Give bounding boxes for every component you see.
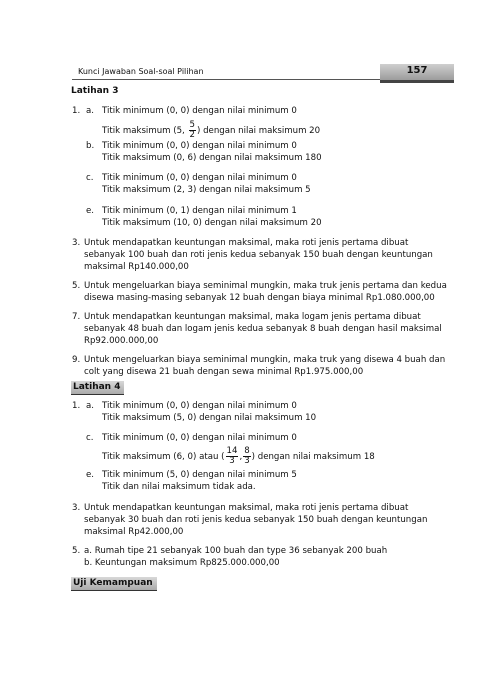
answer-line-fraction [102, 121, 320, 140]
sub-label: b. [86, 141, 95, 151]
answer-line: Titik maksimum (5, 0) dengan nilai maksimum 10 [102, 413, 317, 423]
answer-text: ) dengan nilai maksimum 18 [251, 452, 375, 462]
paragraph-line: Untuk mengeluarkan biaya seminimal mungkin, maka truk jenis pertama dan kedua [84, 281, 447, 291]
paragraph-line: sebanyak 30 buah dan roti jenis kedua sebanyak 150 buah dengan keuntungan [84, 515, 428, 525]
paragraph-line: colt yang disewa 21 buah dengan sewa minimal Rp1.975.000,00 [84, 367, 364, 377]
section-heading-uji-kemampuan: Uji Kemampuan [71, 577, 157, 591]
page-number: 157 [406, 65, 428, 76]
answer-line-fraction [102, 447, 375, 466]
paragraph-line: maksimal Rp42.000,00 [84, 527, 184, 537]
paragraph-line: Untuk mendapatkan keuntungan maksimal, maka logam jenis pertama dibuat [84, 312, 421, 322]
fraction [189, 121, 196, 140]
answer-line: Titik minimum (0, 0) dengan nilai minimum 0 [102, 433, 297, 443]
section-heading-latihan-4: Latihan 4 [71, 381, 124, 395]
item-number: 9. [72, 355, 81, 365]
section-heading-latihan-3: Latihan 3 [71, 86, 119, 96]
sub-label: a. [86, 106, 94, 116]
item-number: 3. [72, 238, 81, 248]
sub-label: c. [86, 433, 94, 443]
answer-line: Titik maksimum (0, 6) dengan nilai maksimum 180 [102, 153, 322, 163]
paragraph-line: disewa masing-masing sebanyak 12 buah dengan biaya minimal Rp1.080.000,00 [84, 293, 435, 303]
answer-text: ) dengan nilai maksimum 20 [197, 126, 321, 136]
item-number: 1. [72, 401, 81, 411]
fraction [243, 447, 250, 466]
paragraph-line: a. Rumah tipe 21 sebanyak 100 buah dan type 36 sebanyak 200 buah [84, 546, 388, 556]
sub-label: c. [86, 173, 94, 183]
paragraph-line: sebanyak 100 buah dan roti jenis kedua sebanyak 150 buah dengan keuntungan [84, 250, 433, 260]
sub-label: e. [86, 206, 95, 216]
numerator: 14 [226, 446, 238, 456]
page-number-box [380, 64, 454, 83]
item-number: 3. [72, 503, 81, 513]
answer-line: Titik minimum (0, 0) dengan nilai minimum 0 [102, 173, 297, 183]
answer-line: Titik minimum (5, 0) dengan nilai minimum 5 [102, 470, 297, 480]
answer-line: Titik minimum (0, 0) dengan nilai minimum 0 [102, 106, 297, 116]
denominator: 3 [244, 456, 250, 466]
answer-line: Titik maksimum (10, 0) dengan nilai maksimum 20 [102, 218, 322, 228]
paragraph-line: Rp92.000.000,00 [84, 336, 159, 346]
answer-line: Titik minimum (0, 1) dengan nilai minimum 1 [102, 206, 297, 216]
answer-line: Titik minimum (0, 0) dengan nilai minimum 0 [102, 401, 297, 411]
paragraph-line: b. Keuntungan maksimum Rp825.000.000,00 [84, 558, 280, 568]
answer-line: Titik minimum (0, 0) dengan nilai minimum 0 [102, 141, 297, 151]
denominator: 2 [189, 130, 195, 140]
item-number: 7. [72, 312, 81, 322]
paragraph-line: Untuk mendapatkan keuntungan maksimal, maka roti jenis pertama dibuat [84, 238, 409, 248]
sub-label: e. [86, 470, 95, 480]
numerator: 5 [189, 120, 195, 130]
answer-line: Titik maksimum (2, 3) dengan nilai maksimum 5 [102, 185, 311, 195]
paragraph-line: maksimal Rp140.000,00 [84, 262, 189, 272]
item-number: 1. [72, 106, 81, 116]
item-number: 5. [72, 281, 81, 291]
answer-line: Titik dan nilai maksimum tidak ada. [102, 482, 256, 492]
answer-text: Titik maksimum (5, [102, 126, 185, 136]
item-number: 5. [72, 546, 81, 556]
paragraph-line: sebanyak 48 buah dan logam jenis kedua sebanyak 8 buah dengan hasil maksimal [84, 324, 442, 334]
denominator: 3 [229, 456, 235, 466]
numerator: 8 [244, 446, 250, 456]
fraction [226, 447, 239, 466]
sub-label: a. [86, 401, 94, 411]
running-header-title: Kunci Jawaban Soal-soal Pilihan [78, 67, 204, 76]
answer-text: Titik maksimum (6, 0) atau ( [102, 452, 225, 462]
paragraph-line: Untuk mendapatkan keuntungan maksimal, maka roti jenis pertama dibuat [84, 503, 409, 513]
paragraph-line: Untuk mengeluarkan biaya seminimal mungkin, maka truk yang disewa 4 buah dan [84, 355, 446, 365]
answer-text: , [239, 452, 243, 462]
